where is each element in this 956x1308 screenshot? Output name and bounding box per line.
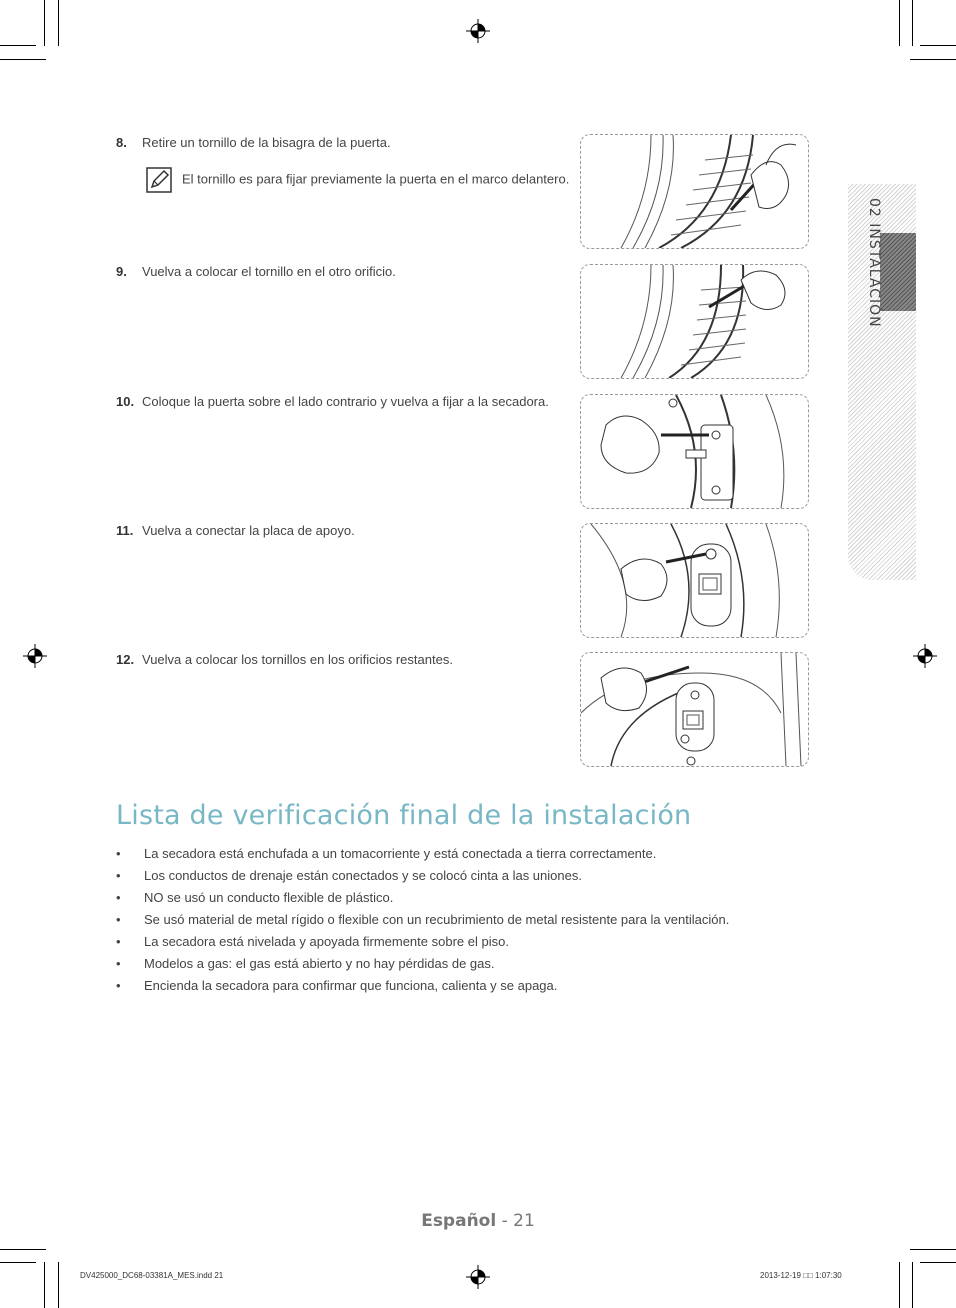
footer-language: Español	[421, 1211, 497, 1231]
step-number: 9.	[116, 264, 127, 279]
step-text: Vuelva a conectar la placa de apoyo.	[142, 523, 355, 538]
footer-timestamp: 2013-12-19 □□ 1:07:30	[760, 1271, 842, 1280]
bullet: •	[116, 956, 121, 971]
illustration-remove-hinge-screw	[580, 134, 809, 249]
registration-mark-icon	[466, 19, 490, 43]
crop-mark	[910, 1249, 956, 1250]
step-text: Vuelva a colocar el tornillo en el otro orificio.	[142, 264, 396, 279]
list-item-text: La secadora está nivelada y apoyada firmemente sobre el piso.	[144, 934, 509, 949]
bullet: •	[116, 912, 121, 927]
checklist-heading: Lista de verificación final de la instalación	[116, 800, 692, 831]
step-text: Coloque la puerta sobre el lado contrario y vuelva a fijar a la secadora.	[142, 394, 549, 409]
registration-mark-icon	[23, 644, 47, 668]
list-item	[116, 843, 729, 865]
checklist	[116, 843, 729, 997]
list-item	[116, 953, 729, 975]
crop-mark	[912, 0, 913, 46]
note-text: El tornillo es para fijar previamente la puerta en el marco delantero.	[182, 171, 570, 187]
list-item-text: Encienda la secadora para confirmar que funciona, calienta y se apaga.	[144, 978, 558, 993]
page-footer	[0, 1211, 956, 1231]
crop-mark	[0, 1249, 46, 1250]
note-pencil-icon	[146, 167, 172, 193]
list-item-text: Los conductos de drenaje están conectados y se colocó cinta a las uniones.	[144, 868, 582, 883]
step-8	[116, 135, 391, 150]
bullet: •	[116, 868, 121, 883]
crop-mark	[920, 45, 956, 46]
list-item	[116, 931, 729, 953]
step-number: 10.	[116, 394, 135, 409]
note	[146, 167, 569, 193]
step-12	[116, 652, 453, 667]
chapter-tab-label: 02 INSTALACIÓN	[866, 198, 882, 328]
list-item-text: Modelos a gas: el gas está abierto y no hay pérdidas de gas.	[144, 956, 495, 971]
bullet: •	[116, 890, 121, 905]
step-text: Retire un tornillo de la bisagra de la puerta.	[142, 135, 391, 150]
list-item-text: La secadora está enchufada a un tomacorriente y está conectada a tierra correctamente.	[144, 846, 657, 861]
step-number: 12.	[116, 652, 135, 667]
crop-mark	[0, 1262, 36, 1263]
list-item-text: Se usó material de metal rígido o flexible con un recubrimiento de metal resistente para la ventilación.	[144, 912, 730, 927]
bullet: •	[116, 846, 121, 861]
step-11	[116, 523, 355, 538]
step-number: 8.	[116, 135, 127, 150]
crop-mark	[0, 59, 46, 60]
list-item-text: NO se usó un conducto flexible de plástico.	[144, 890, 394, 905]
page-number: 21	[513, 1211, 535, 1231]
footer-separator: -	[496, 1211, 514, 1231]
bullet: •	[116, 934, 121, 949]
crop-mark	[58, 1262, 59, 1308]
illustration-attach-door	[580, 394, 809, 509]
illustration-replace-screws	[580, 652, 809, 767]
illustration-reconnect-plate	[580, 523, 809, 638]
list-item	[116, 865, 729, 887]
illustration-reinsert-screw	[580, 264, 809, 379]
crop-mark	[899, 1262, 900, 1308]
registration-mark-icon	[913, 644, 937, 668]
chapter-tab-marker	[880, 233, 916, 311]
registration-mark-icon	[466, 1265, 490, 1289]
step-10	[116, 394, 549, 409]
crop-mark	[899, 0, 900, 46]
crop-mark	[920, 1262, 956, 1263]
list-item	[116, 909, 729, 931]
crop-mark	[912, 1262, 913, 1308]
crop-mark	[0, 45, 36, 46]
footer-filename: DV425000_DC68-03381A_MES.indd 21	[80, 1271, 224, 1280]
step-text: Vuelva a colocar los tornillos en los orificios restantes.	[142, 652, 453, 667]
crop-mark	[44, 1262, 45, 1308]
list-item	[116, 887, 729, 909]
list-item	[116, 975, 729, 997]
crop-mark	[58, 0, 59, 46]
crop-mark	[44, 0, 45, 46]
step-9	[116, 264, 396, 279]
bullet: •	[116, 978, 121, 993]
step-number: 11.	[116, 523, 134, 538]
crop-mark	[910, 59, 956, 60]
